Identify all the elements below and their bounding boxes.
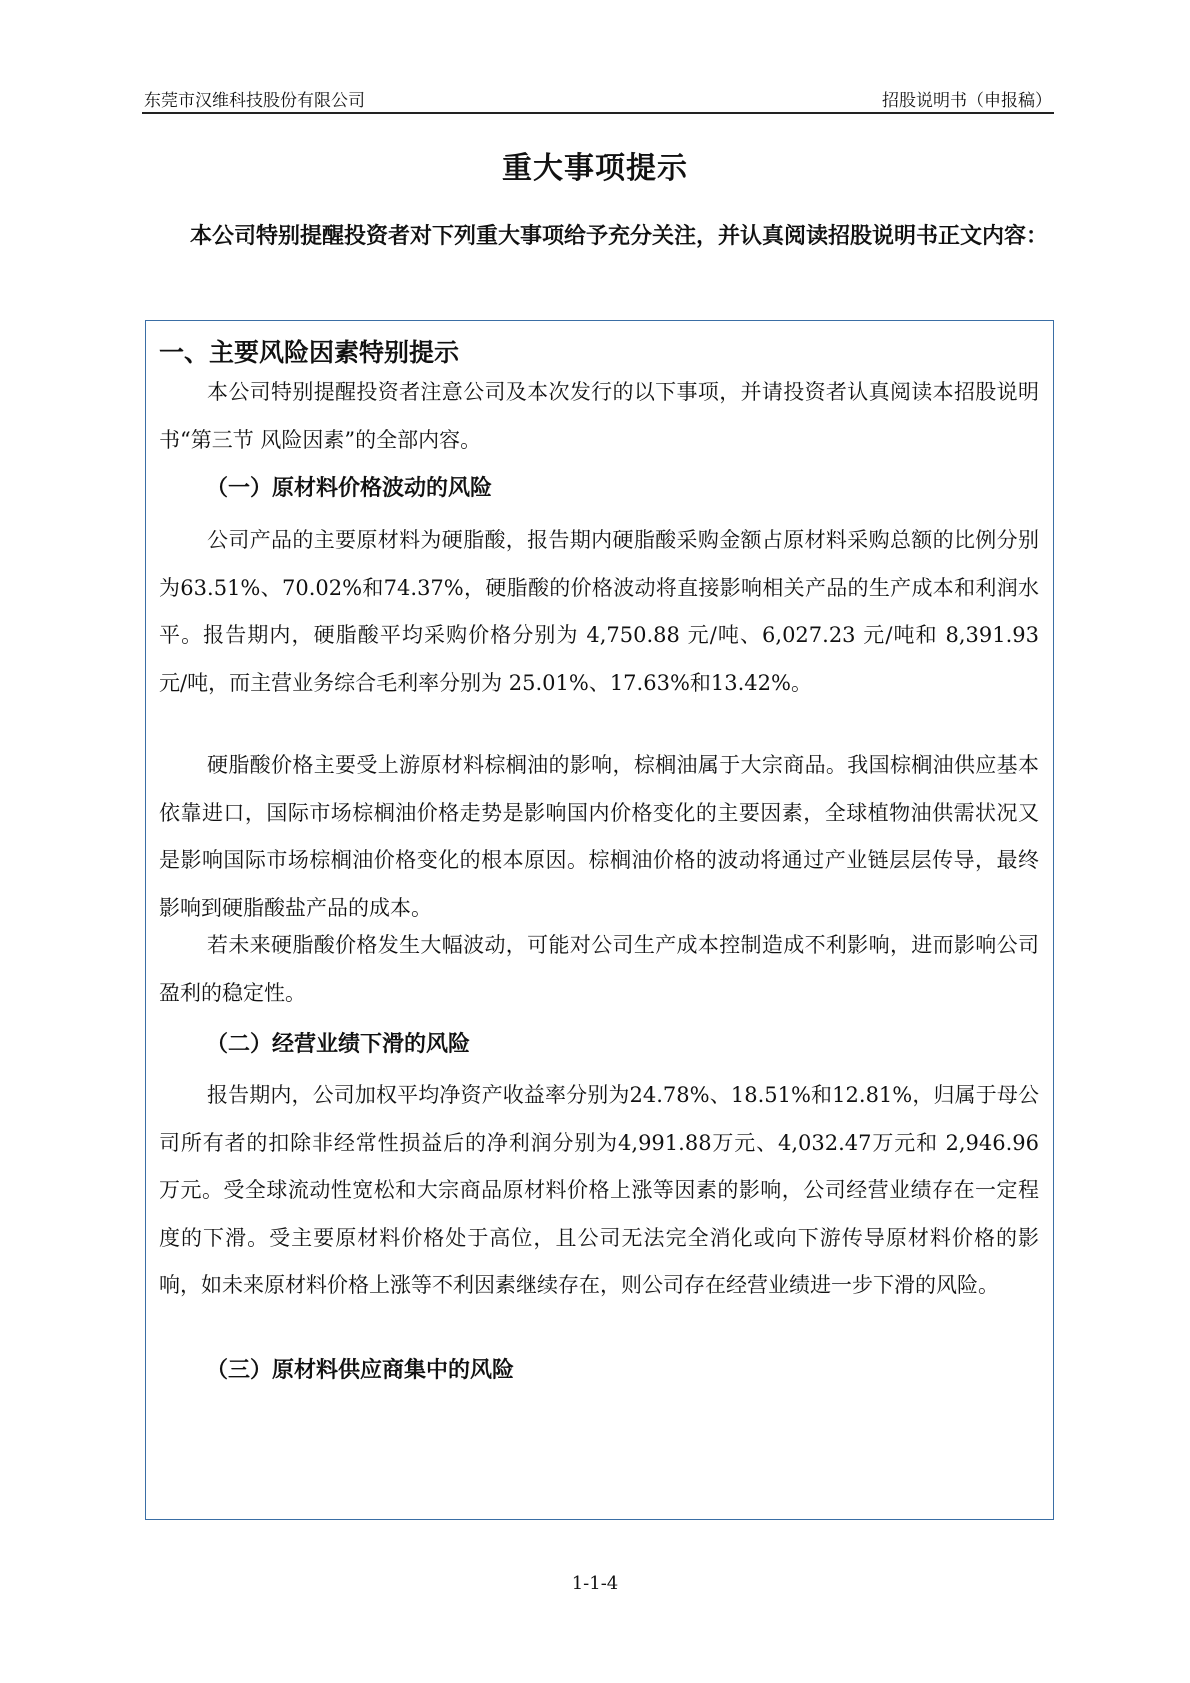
- subsection-heading-supplier-concentration: （三）原材料供应商集中的风险: [206, 1358, 515, 1383]
- page-header: [142, 80, 1054, 114]
- subsection-heading-performance-decline: （二）经营业绩下滑的风险: [206, 1032, 471, 1057]
- page-title: 重大事项提示: [502, 151, 688, 186]
- header-company-name: 东莞市汉维科技股份有限公司: [144, 91, 365, 111]
- subsection-heading-raw-material-price: （一）原材料价格波动的风险: [206, 476, 493, 501]
- page-number: 1-1-4: [571, 1573, 619, 1594]
- section-intro-paragraph: 本公司特别提醒投资者注意公司及本次发行的以下事项，并请投资者认真阅读本招股说明书“第三节 风险因素”的全部内容。: [159, 380, 1039, 452]
- paragraph-performance-decline: 报告期内，公司加权平均净资产收益率分别为24.78%、18.51%和12.81%，归属于母公司所有者的扣除非经常性损益后的净利润分别为4,991.88万元、4,032.47万元和 2,946.96 万元。受全球流动性宽松和大宗商品原材料价格上涨等因素的影响，公司经营业绩存在一定程度的下滑。受主要原材料价格处于高位，且公司无法完全消化或向下游传导原材料价格的影响，如未来原材料价格上涨等不利因素继续存在，则公司存在经营业绩进一步下滑的风险。: [159, 1083, 1039, 1297]
- paragraph-raw-material-2: 硬脂酸价格主要受上游原材料棕榈油的影响，棕榈油属于大宗商品。我国棕榈油供应基本依靠进口，国际市场棕榈油价格走势是影响国内价格变化的主要因素，全球植物油供需状况又是影响国际市场棕榈油价格变化的根本原因。棕榈油价格的波动将通过产业链层层传导，最终影响到硬脂酸盐产品的成本。: [159, 753, 1039, 920]
- section-heading: 一、主要风险因素特别提示: [159, 338, 460, 367]
- header-document-type: 招股说明书（申报稿）: [882, 91, 1052, 111]
- risk-factors-box: [145, 320, 1054, 1520]
- paragraph-raw-material-3: 若未来硬脂酸价格发生大幅波动，可能对公司生产成本控制造成不利影响，进而影响公司盈利的稳定性。: [159, 933, 1039, 1005]
- intro-notice: 本公司特别提醒投资者对下列重大事项给予充分关注，并认真阅读招股说明书正文内容：: [190, 224, 1049, 249]
- paragraph-raw-material-1: 公司产品的主要原材料为硬脂酸，报告期内硬脂酸采购金额占原材料采购总额的比例分别为63.51%、70.02%和74.37%，硬脂酸的价格波动将直接影响相关产品的生产成本和利润水平。报告期内，硬脂酸平均采购价格分别为 4,750.88 元/吨、6,027.23 元/吨和 8,391.93 元/吨，而主营业务综合毛利率分别为 25.01%、17.63%和13.42%。: [159, 528, 1039, 695]
